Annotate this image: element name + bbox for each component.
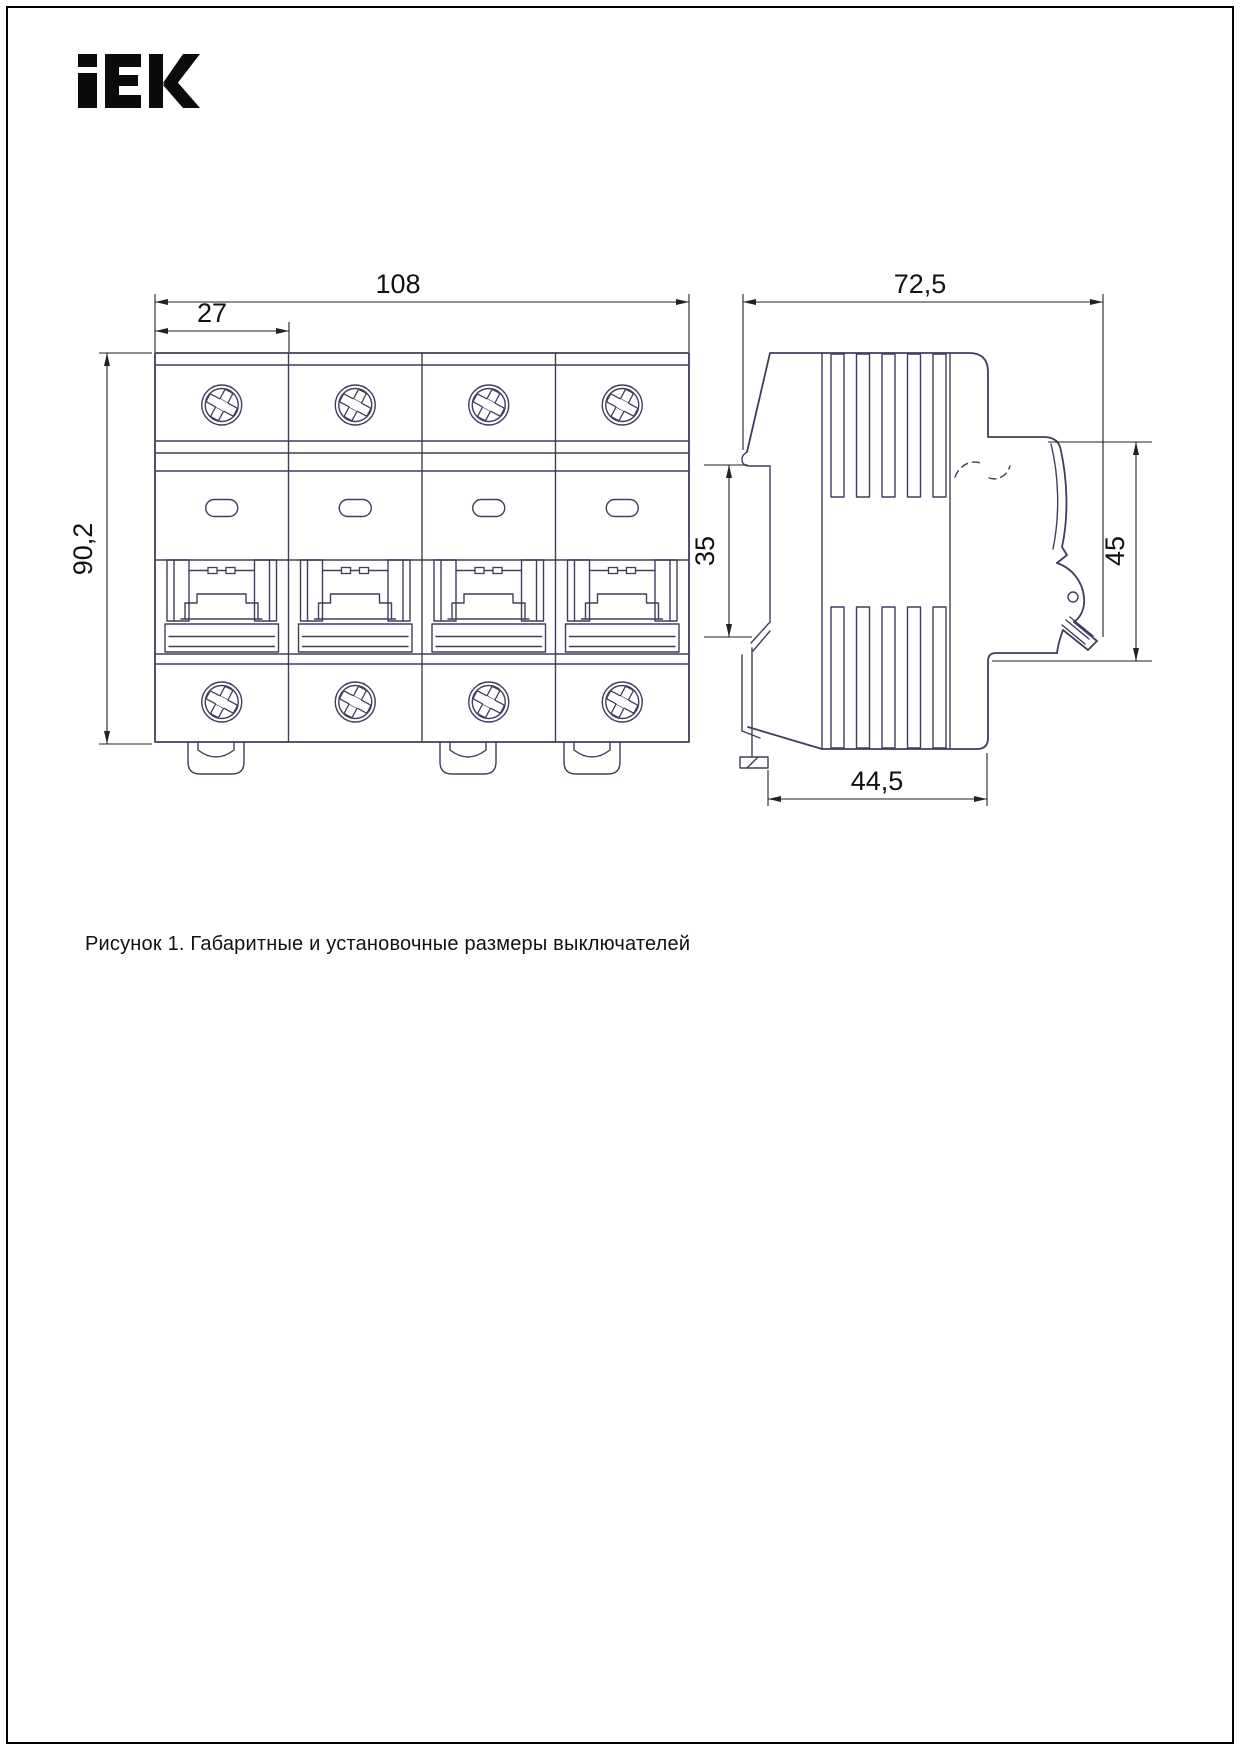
dimensions — [68, 269, 1152, 806]
dim-pole-width — [155, 298, 289, 352]
din-clip — [564, 742, 620, 774]
dim-total-depth — [743, 269, 1103, 637]
pole-module-1 — [165, 384, 279, 723]
figure-caption: Рисунок 1. Габаритные и установочные размеры выключателей — [85, 933, 691, 955]
pole-module-3 — [432, 384, 546, 723]
pole-module-4 — [566, 384, 680, 723]
dim-label-45: 45 — [1100, 535, 1130, 567]
handle-pivot-hole — [1068, 592, 1078, 602]
front-view — [155, 353, 689, 774]
dim-base-depth — [768, 753, 987, 806]
dim-label-44-5: 44,5 — [850, 766, 904, 796]
dim-front-height — [992, 442, 1152, 661]
toggle-handle — [1057, 563, 1097, 653]
dim-label-108: 108 — [375, 269, 421, 299]
dim-total-width — [155, 269, 689, 352]
pole-module-2 — [299, 384, 413, 723]
dim-label-27: 27 — [196, 298, 228, 328]
side-view — [740, 353, 1097, 768]
hidden-detail — [955, 462, 1010, 479]
din-clip — [188, 742, 244, 774]
rib-slots-top — [831, 354, 946, 497]
dim-label-35: 35 — [690, 535, 720, 567]
din-clip — [440, 742, 496, 774]
rib-slots-bottom — [831, 607, 946, 748]
din-claw-area — [740, 452, 770, 768]
dim-din-rail — [690, 465, 752, 637]
dim-label-90-2: 90,2 — [68, 522, 98, 576]
dim-height — [68, 353, 152, 744]
dim-label-72-5: 72,5 — [893, 269, 947, 299]
